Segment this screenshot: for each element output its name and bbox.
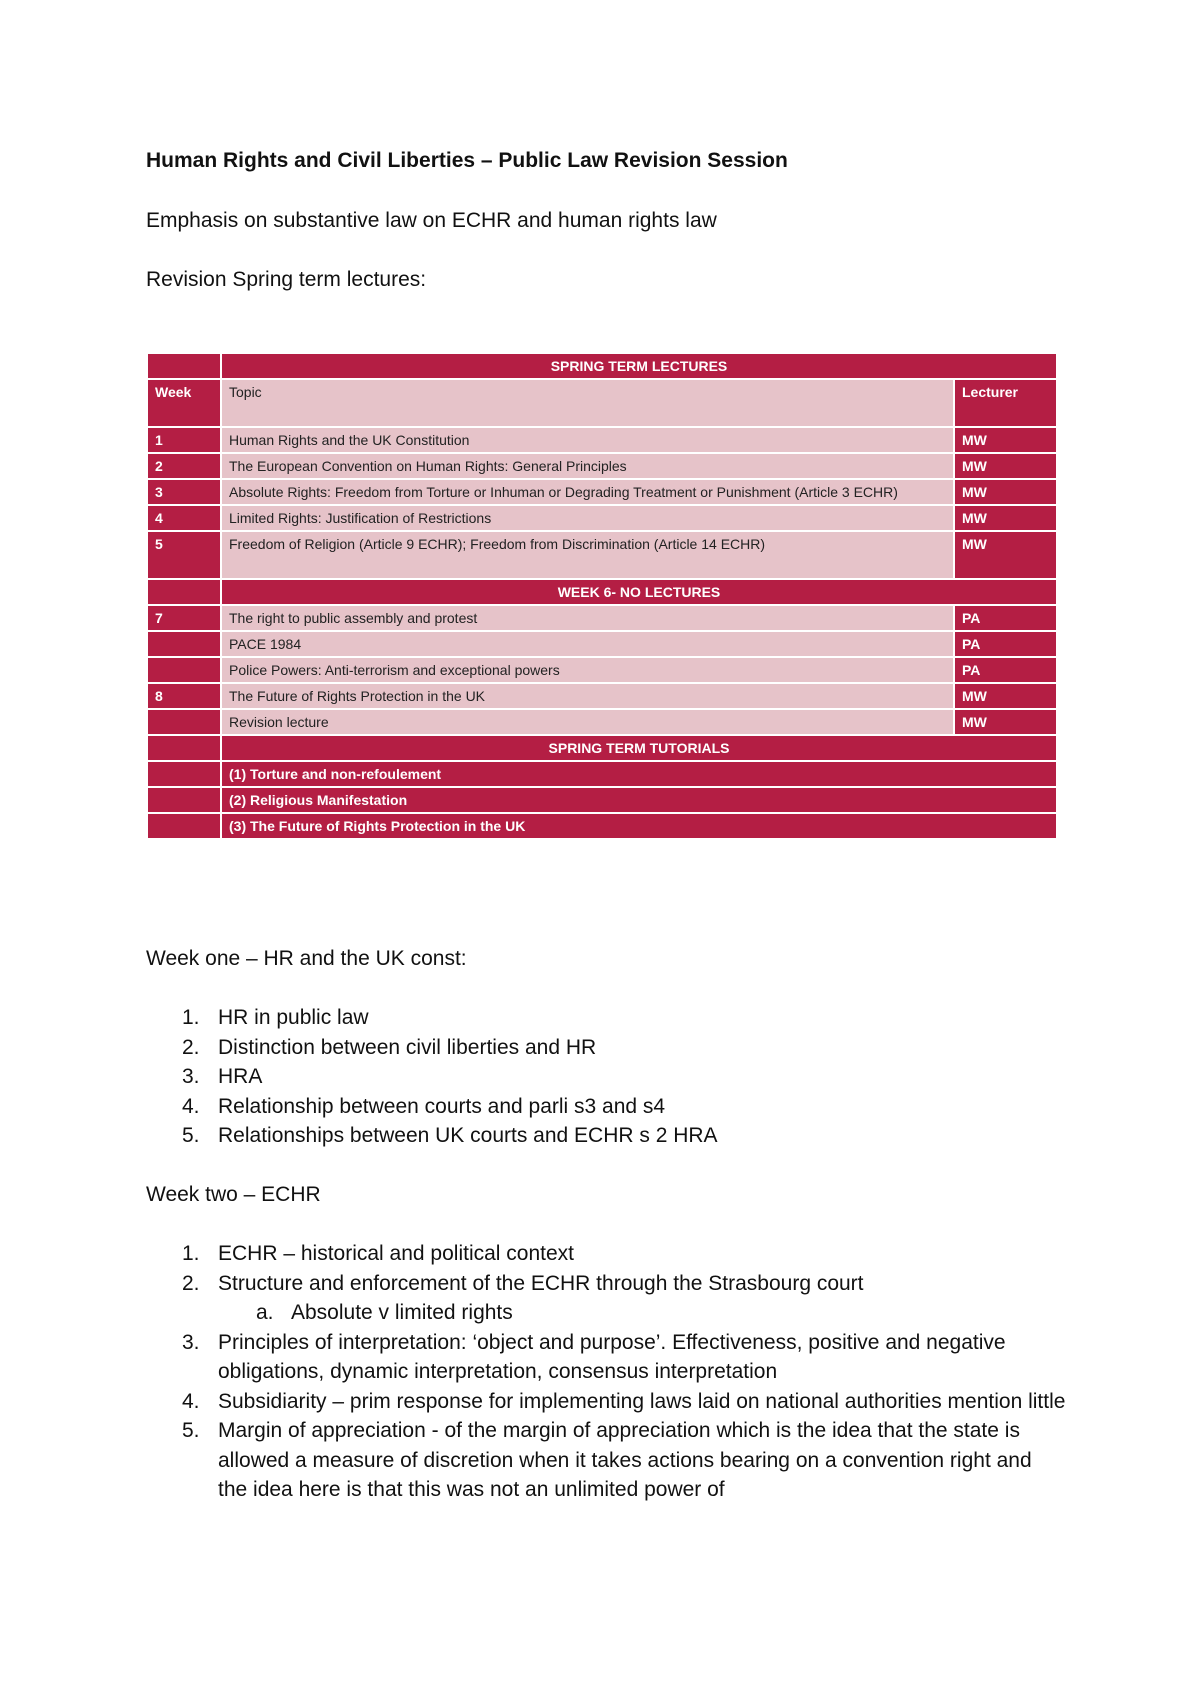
lecturer-cell: MW bbox=[954, 531, 1057, 579]
topic-cell: The Future of Rights Protection in the UK bbox=[221, 683, 954, 709]
topic-cell: The right to public assembly and protest bbox=[221, 605, 954, 631]
table-row bbox=[147, 531, 1057, 579]
list-item-text: Relationship between courts and parli s3 and s4 bbox=[218, 1094, 666, 1118]
week-two-heading: Week two – ECHR bbox=[146, 1183, 321, 1206]
table-row bbox=[147, 427, 1057, 453]
table-empty-cell bbox=[147, 787, 221, 813]
week-two-list bbox=[146, 1239, 1066, 1505]
lecturer-cell: PA bbox=[954, 657, 1057, 683]
column-header-topic: Topic bbox=[221, 379, 954, 427]
week-one-heading: Week one – HR and the UK const: bbox=[146, 947, 467, 970]
lecturer-cell: MW bbox=[954, 453, 1057, 479]
tutorial-row bbox=[147, 813, 1057, 839]
tutorials-banner-row bbox=[147, 735, 1057, 761]
list-item-text: HR in public law bbox=[218, 1006, 369, 1029]
list-item: 1. ECHR – historical and political context bbox=[182, 1242, 574, 1265]
table-empty-cell bbox=[147, 735, 221, 761]
lecturer-cell: MW bbox=[954, 479, 1057, 505]
list-item-text: Structure and enforcement of the ECHR through the Strasbourg court bbox=[218, 1271, 864, 1295]
week-cell: 2 bbox=[147, 453, 221, 479]
list-item: 5. Relationships between UK courts and ECHR s 2 HRA bbox=[182, 1124, 718, 1147]
spring-term-lectures-banner: SPRING TERM LECTURES bbox=[221, 353, 1057, 379]
list-item-text: ECHR – historical and political context bbox=[218, 1242, 574, 1265]
tutorial-cell: (2) Religious Manifestation bbox=[221, 787, 1057, 813]
table-empty-cell bbox=[147, 579, 221, 605]
table-row bbox=[147, 479, 1057, 505]
table-row bbox=[147, 605, 1057, 631]
emphasis-line: Emphasis on substantive law on ECHR and human rights law bbox=[146, 209, 717, 232]
table-row bbox=[147, 453, 1057, 479]
table-empty-cell bbox=[147, 813, 221, 839]
topic-cell: Police Powers: Anti-terrorism and exceptional powers bbox=[221, 657, 954, 683]
week-cell: 8 bbox=[147, 683, 221, 709]
list-item: 4. Subsidiarity – prim response for implementing laws laid on national authorities mention little bbox=[182, 1389, 1066, 1413]
column-header-week: Week bbox=[147, 379, 221, 427]
tutorial-cell: (3) The Future of Rights Protection in the UK bbox=[221, 813, 1057, 839]
week-one-list bbox=[146, 1003, 1066, 1151]
lecturer-cell: MW bbox=[954, 427, 1057, 453]
week-cell: 1 bbox=[147, 427, 221, 453]
table-row bbox=[147, 505, 1057, 531]
tutorial-row bbox=[147, 761, 1057, 787]
table-row bbox=[147, 657, 1057, 683]
week6-no-lectures-banner: WEEK 6- NO LECTURES bbox=[221, 579, 1057, 605]
list-item-text: Relationships between UK courts and ECHR s 2 HRA bbox=[218, 1124, 718, 1147]
table-row bbox=[147, 631, 1057, 657]
list-item-text: Subsidiarity – prim response for implementing laws laid on national authorities mention little bbox=[218, 1389, 1066, 1413]
week-cell bbox=[147, 631, 221, 657]
list-item: 2. Distinction between civil liberties and HR bbox=[182, 1035, 597, 1059]
lecturer-cell: MW bbox=[954, 683, 1057, 709]
topic-cell: PACE 1984 bbox=[221, 631, 954, 657]
week-cell: 7 bbox=[147, 605, 221, 631]
list-item-text: HRA bbox=[218, 1065, 263, 1088]
tutorial-row bbox=[147, 787, 1057, 813]
lecturer-cell: MW bbox=[954, 709, 1057, 735]
week-cell bbox=[147, 657, 221, 683]
list-item: 1. HR in public law bbox=[182, 1006, 369, 1029]
week-cell: 4 bbox=[147, 505, 221, 531]
column-header-lecturer: Lecturer bbox=[954, 379, 1057, 427]
week-cell bbox=[147, 709, 221, 735]
list-item: 2. Structure and enforcement of the ECHR through the Strasbourg court bbox=[182, 1271, 864, 1295]
tutorial-cell: (1) Torture and non-refoulement bbox=[221, 761, 1057, 787]
lecture-schedule-table bbox=[146, 352, 1058, 840]
lecturer-cell: MW bbox=[954, 505, 1057, 531]
topic-cell: Freedom of Religion (Article 9 ECHR); Freedom from Discrimination (Article 14 ECHR) bbox=[221, 531, 954, 579]
table-header-row bbox=[147, 379, 1057, 427]
list-item: 3. Principles of interpretation: ‘object and purpose’. Effectiveness, positive and negative obligations, dynamic interpretation, consensus interpretation bbox=[182, 1330, 1006, 1383]
lecturer-cell: PA bbox=[954, 605, 1057, 631]
list-item-text: Margin of appreciation - of the margin of appreciation which is the idea that the state is allowed a measure of discretion when it takes actions bearing on a convention right and the idea here is that this was not an unlimited power of bbox=[218, 1419, 1032, 1501]
list-item-text: Principles of interpretation: ‘object and purpose’. Effectiveness, positive and negative obligations, dynamic interpretation, consensus interpretation bbox=[218, 1330, 1006, 1383]
spring-term-tutorials-banner: SPRING TERM TUTORIALS bbox=[221, 735, 1057, 761]
list-item-text: Absolute v limited rights bbox=[291, 1301, 513, 1324]
table-empty-cell bbox=[147, 353, 221, 379]
lecturer-cell: PA bbox=[954, 631, 1057, 657]
topic-cell: The European Convention on Human Rights: General Principles bbox=[221, 453, 954, 479]
topic-cell: Revision lecture bbox=[221, 709, 954, 735]
table-empty-cell bbox=[147, 761, 221, 787]
sub-list-item: a. Absolute v limited rights bbox=[256, 1301, 513, 1324]
document-title: Human Rights and Civil Liberties – Public Law Revision Session bbox=[146, 149, 788, 172]
list-item: 5. Margin of appreciation - of the margin of appreciation which is the idea that the state is allowed a measure of discretion when it takes actions bearing on a convention right and the idea here is that this was not an unlimited power of bbox=[182, 1419, 1032, 1501]
topic-cell: Limited Rights: Justification of Restrictions bbox=[221, 505, 954, 531]
table-row bbox=[147, 709, 1057, 735]
week-cell: 3 bbox=[147, 479, 221, 505]
week6-banner-row bbox=[147, 579, 1057, 605]
table-banner-row bbox=[147, 353, 1057, 379]
list-item: 3. HRA bbox=[182, 1065, 263, 1088]
topic-cell: Human Rights and the UK Constitution bbox=[221, 427, 954, 453]
week-cell: 5 bbox=[147, 531, 221, 579]
list-item: 4. Relationship between courts and parli s3 and s4 bbox=[182, 1094, 666, 1118]
topic-cell: Absolute Rights: Freedom from Torture or Inhuman or Degrading Treatment or Punishment (Article 3 ECHR) bbox=[221, 479, 954, 505]
table-row bbox=[147, 683, 1057, 709]
list-item-text: Distinction between civil liberties and HR bbox=[218, 1035, 597, 1059]
revision-intro: Revision Spring term lectures: bbox=[146, 268, 427, 291]
